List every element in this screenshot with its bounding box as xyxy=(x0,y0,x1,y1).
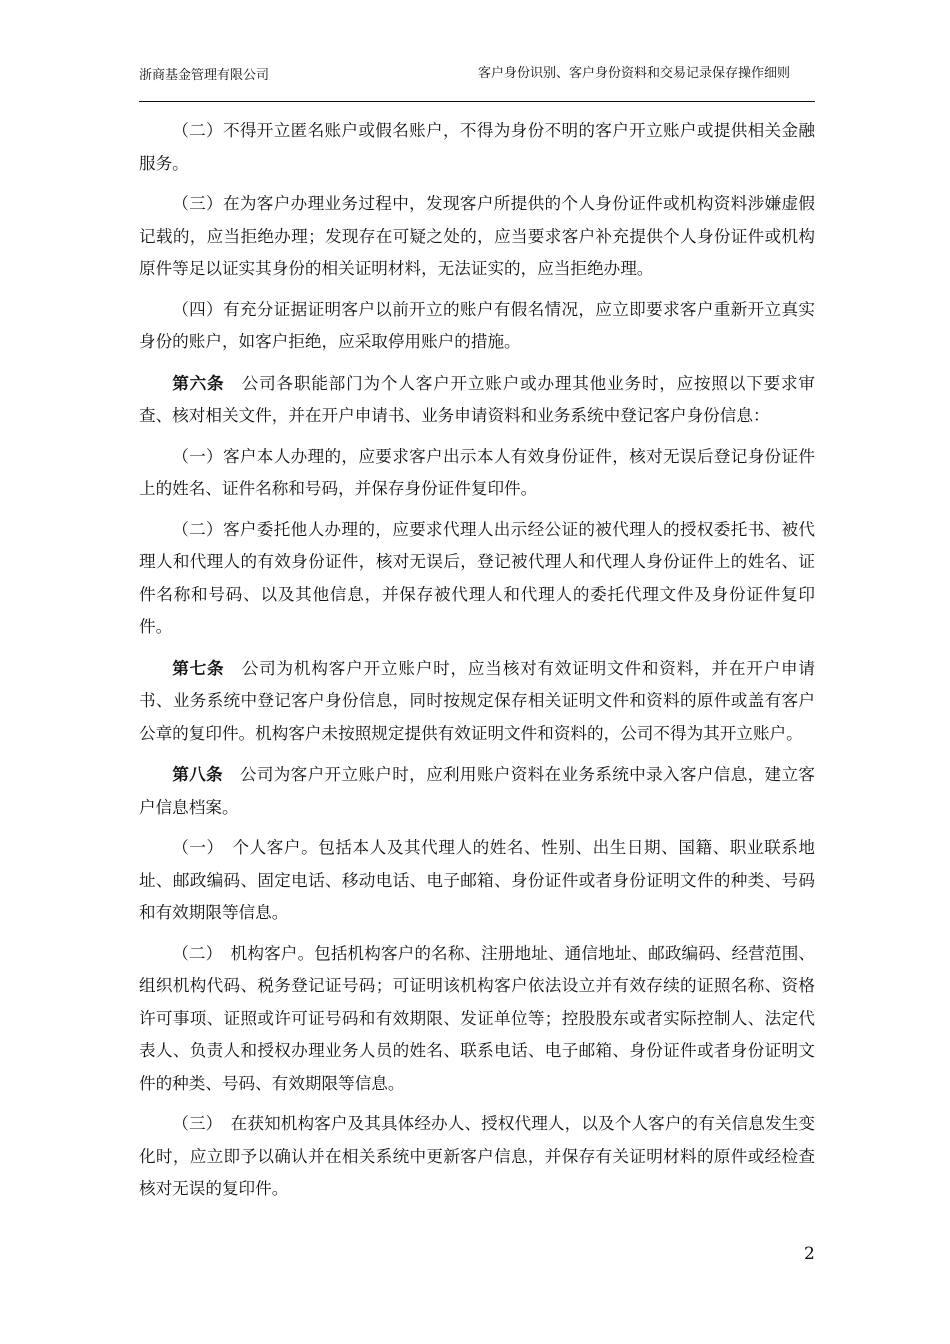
paragraph xyxy=(139,1108,815,1206)
article-number: 第六条 xyxy=(172,372,225,393)
header-company: 浙商基金管理有限公司 xyxy=(139,68,270,83)
paragraph-text: （二）不得开立匿名账户或假名账户，不得为身份不明的客户开立账户或提供相关金融服务。 xyxy=(139,121,815,173)
paragraph xyxy=(139,441,815,506)
document-body xyxy=(139,115,815,1206)
paragraph xyxy=(139,758,815,824)
page-number: 2 xyxy=(804,1244,815,1264)
paragraph xyxy=(139,367,815,433)
header-doc-title: 客户身份识别、客户身份资料和交易记录保存操作细则 xyxy=(478,66,791,81)
paragraph xyxy=(139,652,815,751)
paragraph-text: （二）客户委托他人办理的，应要求代理人出示经公证的被代理人的授权委托书、被代理人和代理人的有效身份证件，核对无误后，登记被代理人和代理人身份证件上的姓名、证件名称和号码、以及其他信息，并保存被代理人和代理人的委托代理文件及身份证件复印件。 xyxy=(139,519,815,636)
paragraph xyxy=(139,188,815,286)
article-number: 第八条 xyxy=(172,764,223,784)
article-number: 第七条 xyxy=(172,657,225,678)
paragraph-text: （二） 机构客户。包括机构客户的名称、注册地址、通信地址、邮政编码、经营范围、组织机构代码、税务登记证号码；可证明该机构客户依法设立并有效存续的证照名称、资格许可事项、证照或许可证号码和有效期限、发证单位等；控股股东或者实际控制人、法定代表人、负责人和授权办理业务人员的姓名、联系电话、电子邮箱、身份证件或者身份证明文件的种类、号码、有效期限等信息。 xyxy=(139,943,815,1093)
paragraph-text: 公司为机构客户开立账户时，应当核对有效证明文件和资料，并在开户申请书、业务系统中登记客户身份信息，同时按规定保存相关证明文件和资料的原件或盖有客户公章的复印件。机构客户未按照规定提供有效证明文件和资料的，公司不得为其开立账户。 xyxy=(139,658,816,743)
paragraph xyxy=(139,514,815,644)
paragraph-text: 公司各职能部门为个人客户开立账户或办理其他业务时，应按照以下要求审查、核对相关文件，并在开户申请书、业务申请资料和业务系统中登记客户身份信息： xyxy=(139,373,816,425)
paragraph-text: （四）有充分证据证明客户以前开立的账户有假名情况，应立即要求客户重新开立真实身份的账户，如客户拒绝，应采取停用账户的措施。 xyxy=(139,299,815,351)
paragraph xyxy=(139,832,815,930)
paragraph-text: （三） 在获知机构客户及其具体经办人、授权代理人，以及个人客户的有关信息发生变化时，应立即予以确认并在相关系统中更新客户信息，并保存有关证明材料的原件或经检查核对无误的复印件。 xyxy=(139,1114,815,1198)
paragraph-text: （三）在为客户办理业务过程中，发现客户所提供的个人身份证件或机构资料涉嫌虚假记载的，应当拒绝办理；发现存在可疑之处的，应当要求客户补充提供个人身份证件或机构原件等足以证实其身份的相关证明材料，无法证实的，应当拒绝办理。 xyxy=(139,194,815,278)
paragraph xyxy=(139,938,815,1101)
header-rule xyxy=(139,101,815,102)
paragraph-text: 公司为客户开立账户时，应利用账户资料在业务系统中录入客户信息，建立客户信息档案。 xyxy=(139,765,816,817)
paragraph xyxy=(139,294,815,359)
paragraph-text: （一）客户本人办理的，应要求客户出示本人有效身份证件，核对无误后登记身份证件上的姓名、证件名称和号码，并保存身份证件复印件。 xyxy=(139,446,815,498)
paragraph xyxy=(139,115,815,180)
paragraph-text: （一） 个人客户。包括本人及其代理人的姓名、性别、出生日期、国籍、职业联系地址、邮政编码、固定电话、移动电话、电子邮箱、身份证件或者身份证明文件的种类、号码和有效期限等信息。 xyxy=(139,838,815,922)
